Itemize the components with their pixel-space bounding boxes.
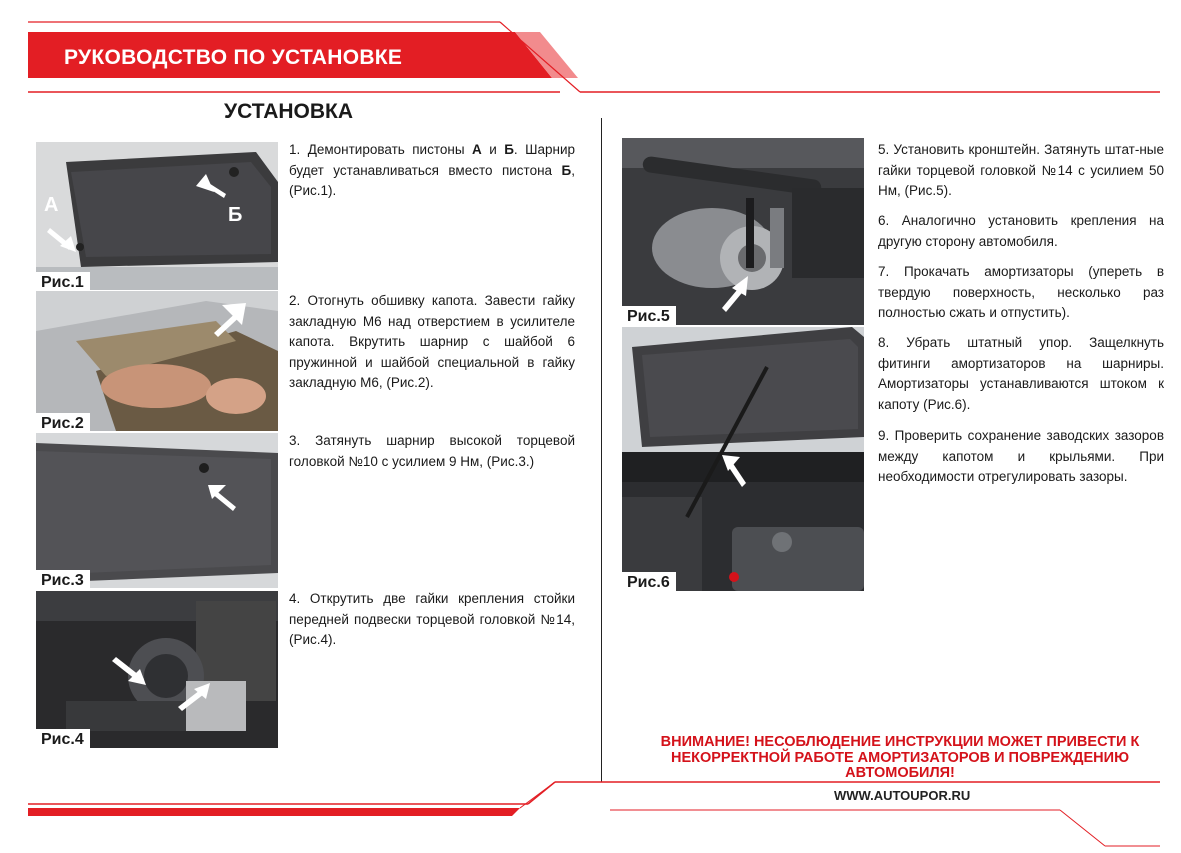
footer-website[interactable]: WWW.AUTOUPOR.RU bbox=[834, 788, 971, 803]
marker-b: Б bbox=[228, 204, 243, 226]
figure-6-photo bbox=[622, 327, 864, 591]
step-2: 2. Отогнуть обшивку капота. Завести гайку закладную М6 над отверстием в усилителе капота. Вкрутить шарнир с шайбой 6 пружинной и шайбой специальной в гайку закладную М6, (Рис.2). bbox=[289, 293, 575, 390]
header-title: РУКОВОДСТВО ПО УСТАНОВКЕ bbox=[64, 46, 403, 69]
figure-4-label: Рис.4 bbox=[36, 729, 90, 749]
step-7: 7. Прокачать амортизаторы (упереть в твердую поверхность, несколько раз полностью сжать и отпустить). bbox=[878, 264, 1164, 320]
figure-1-photo bbox=[36, 142, 278, 290]
step-3: 3. Затянуть шарнир высокой торцевой головкой №10 с усилием 9 Нм, (Рис.3.) bbox=[289, 433, 575, 469]
step-1-text-c: и bbox=[481, 142, 505, 157]
figure-5-photo bbox=[622, 138, 864, 325]
figure-3-photo bbox=[36, 433, 278, 588]
step-1-text-d: . Шарнир будет устанавливаться вместо пистона bbox=[289, 142, 575, 178]
footer-decoration bbox=[0, 780, 1181, 853]
step-1-bold-b: Б bbox=[504, 142, 514, 157]
step-1 bbox=[289, 140, 575, 202]
figure-2-photo bbox=[36, 291, 278, 431]
step-1-text-a: 1. Демонтировать пистоны bbox=[289, 142, 472, 157]
warning-line-3: АВТОМОБИЛЯ! bbox=[845, 765, 955, 781]
figure-4-photo bbox=[36, 591, 278, 748]
step-4: 4. Открутить две гайки крепления стойки передней подвески торцевой головкой №14, (Рис.4). bbox=[289, 591, 575, 647]
step-1-bold-a: А bbox=[472, 142, 482, 157]
figure-3-label: Рис.3 bbox=[36, 570, 90, 590]
figure-2-label: Рис.2 bbox=[36, 413, 90, 433]
section-title: УСТАНОВКА bbox=[224, 100, 354, 123]
step-1-bold-b2: Б bbox=[561, 162, 572, 178]
warning-line-2: НЕКОРРЕКТНОЙ РАБОТЕ АМОРТИЗАТОРОВ И ПОВРЕЖДЕНИЮ bbox=[670, 749, 1130, 766]
column-divider bbox=[601, 118, 602, 782]
step-6: 6. Аналогично установить крепления на другую сторону автомобиля. bbox=[878, 213, 1164, 249]
step-5: 5. Установить кронштейн. Затянуть штат-ные гайки торцевой головкой №14 с усилием 50 Нм, (Рис.5). bbox=[878, 142, 1164, 198]
step-8: 8. Убрать штатный упор. Защелкнуть фитинги амортизаторов на шарниры. Амортизаторы устанавливаются штоком к капоту (Рис.6). bbox=[878, 335, 1164, 412]
figure-1-label: Рис.1 bbox=[36, 272, 90, 292]
warning-text bbox=[640, 735, 1160, 782]
warning-line-1: ВНИМАНИЕ! НЕСОБЛЮДЕНИЕ ИНСТРУКЦИИ МОЖЕТ ПРИВЕСТИ К bbox=[660, 734, 1140, 750]
step-9: 9. Проверить сохранение заводских зазоров между капотом и крыльями. При необходимости отрегулировать зазоры. bbox=[878, 428, 1164, 484]
figure-5-label: Рис.5 bbox=[622, 306, 676, 326]
step-1-text-e: , (Рис.1). bbox=[289, 162, 575, 198]
figure-6-label: Рис.6 bbox=[622, 572, 676, 592]
marker-a: А bbox=[44, 194, 59, 216]
